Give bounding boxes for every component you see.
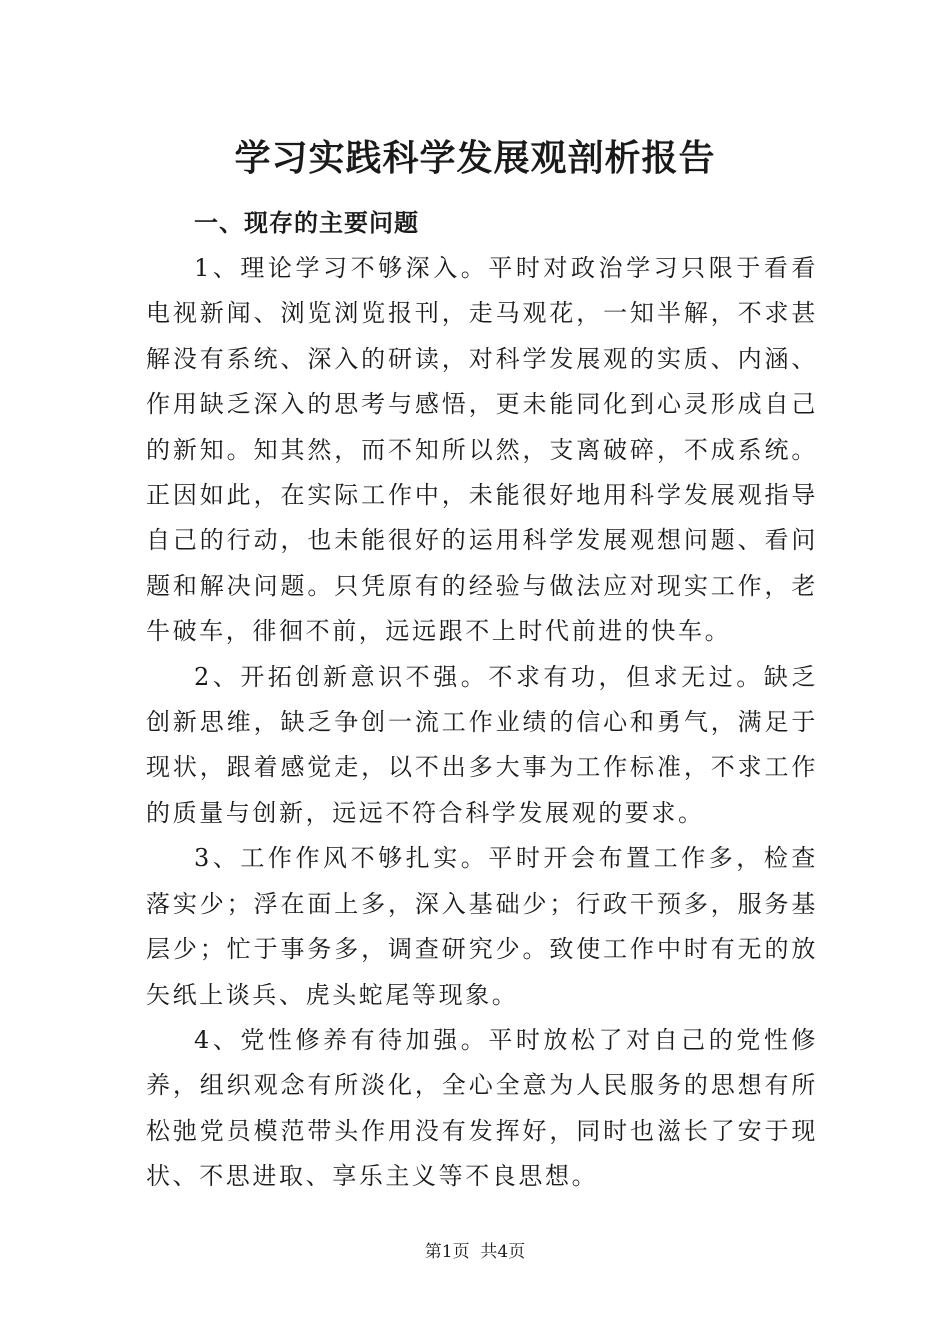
page-total: 共4页	[480, 1242, 526, 1262]
paragraph-1: 1、理论学习不够深入。平时对政治学习只限于看看电视新闻、浏览浏览报刊，走马观花，一知半解，不求甚解没有系统、深入的研读，对科学发展观的实质、内涵、作用缺乏深入的思考与感悟，更未能同化到心灵形成自己的新知。知其然，而不知所以然，支离破碎，不成系统。正因如此，在实际工作中，未能很好地用科学发展观指导自己的行动，也未能很好的运用科学发展观想问题、看问题和解决问题。只凭原有的经验与做法应对现实工作，老牛破车，徘徊不前，远远跟不上时代前进的快车。	[146, 254, 818, 646]
page-number: 第1页	[424, 1242, 470, 1262]
paragraph-3: 3、工作作风不够扎实。平时开会布置工作多，检查落实少；浮在面上多，深入基础少；行政干预多，服务基层少；忙于事务多，调查研究少。致使工作中时有无的放矢纸上谈兵、虎头蛇尾等现象。	[146, 844, 818, 1009]
paragraph-4: 4、党性修养有待加强。平时放松了对自己的党性修养，组织观念有所淡化，全心全意为人民服务的思想有所松弛党员模范带头作用没有发挥好，同时也滋长了安于现状、不思进取、享乐主义等不良思想。	[146, 1025, 818, 1191]
section-heading: 一、现存的主要问题	[194, 208, 419, 237]
document-title: 学习实践科学发展观剖析报告	[234, 137, 716, 179]
document-body	[146, 200, 818, 1200]
page-footer	[0, 1240, 950, 1264]
paragraph-2: 2、开拓创新意识不强。不求有功，但求无过。缺乏创新思维，缺乏争创一流工作业绩的信心和勇气，满足于现状，跟着感觉走，以不出多大事为工作标准，不求工作的质量与创新，远远不符合科学发展观的要求。	[146, 662, 818, 827]
